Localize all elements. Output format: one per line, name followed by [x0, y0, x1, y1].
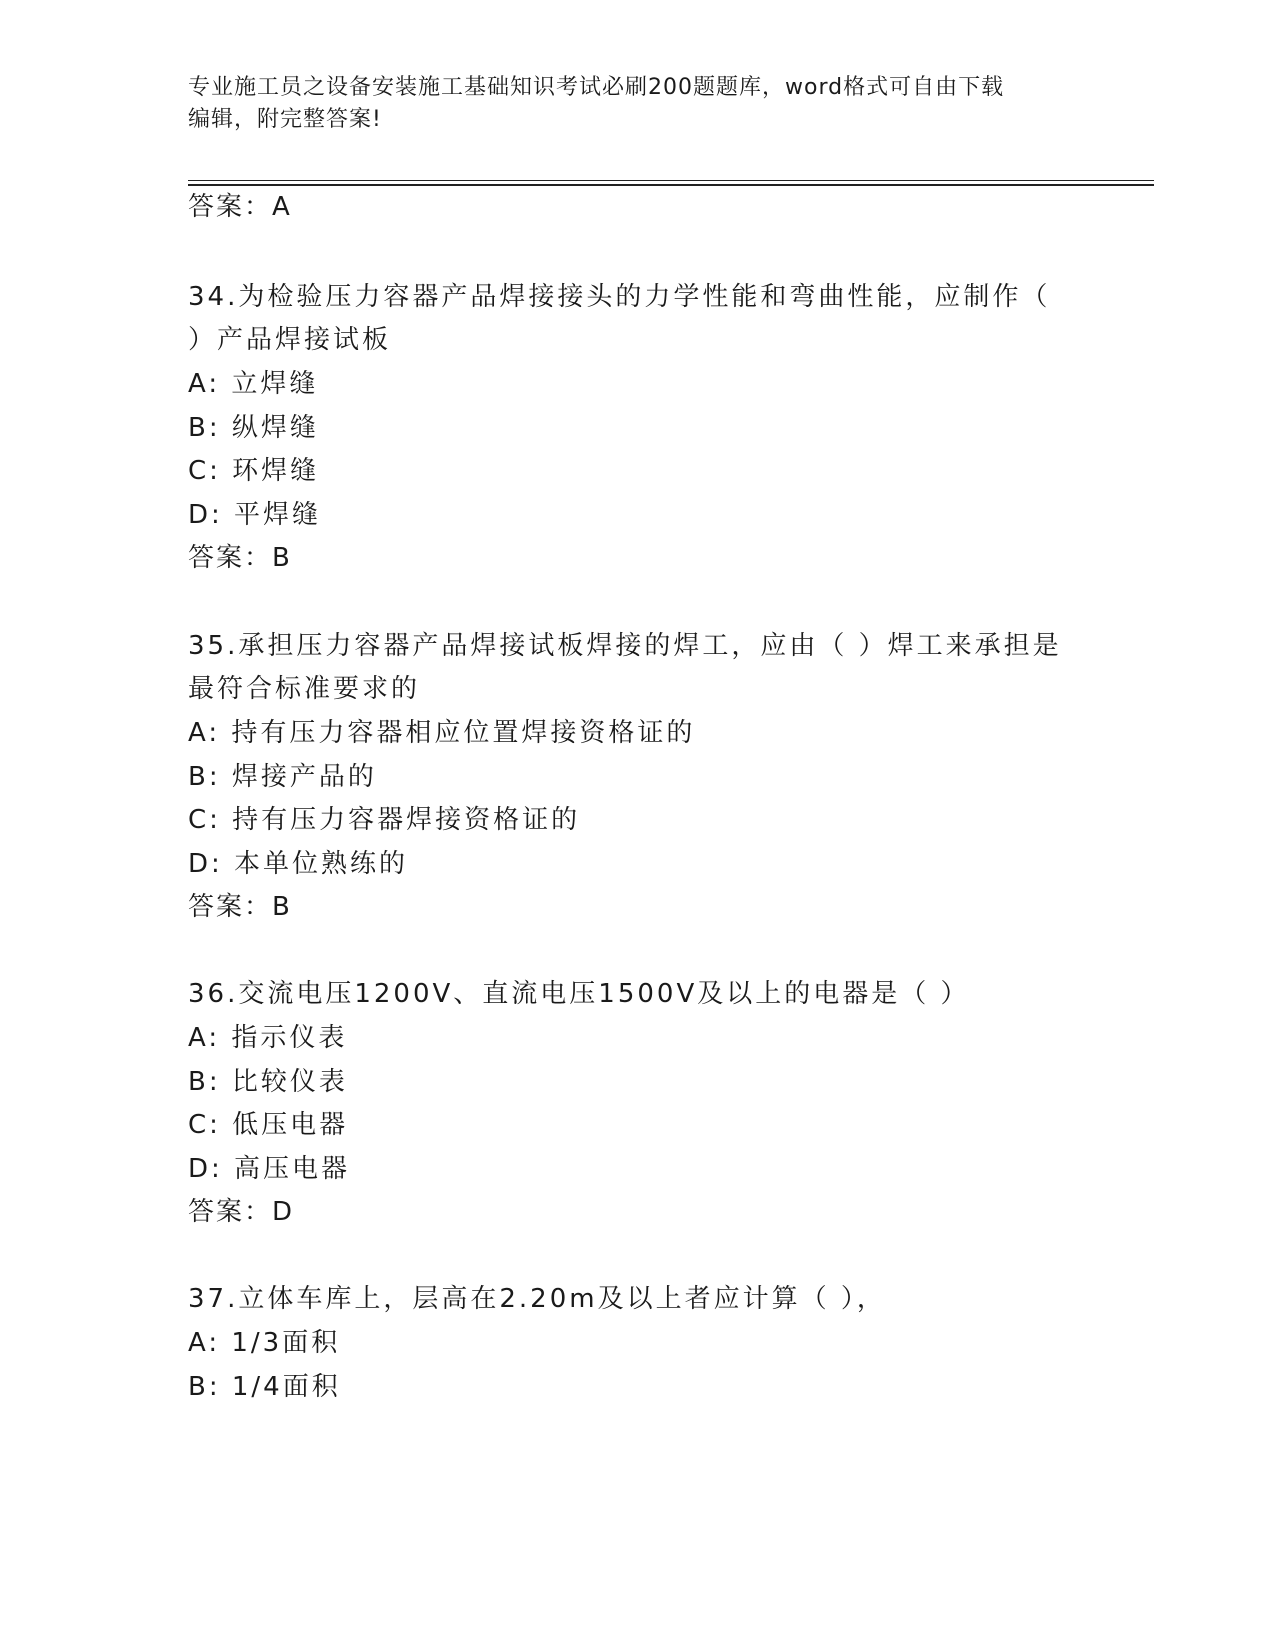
question-36-option-a: A: 指示仪表: [188, 1023, 348, 1053]
question-35-text-line-1: 35.承担压力容器产品焊接试板焊接的焊工，应由（ ）焊工来承担是: [188, 631, 1062, 661]
header-divider-thick: [188, 184, 1154, 186]
question-35-option-a: A: 持有压力容器相应位置焊接资格证的: [188, 718, 696, 748]
question-34-text-line-1: 34.为检验压力容器产品焊接接头的力学性能和弯曲性能，应制作（: [188, 282, 1051, 312]
question-34-option-b: B: 纵焊缝: [188, 413, 319, 443]
header-divider-thin: [188, 180, 1154, 181]
question-34-text-line-2: ）产品焊接试板: [188, 325, 392, 355]
question-35-option-d: D: 本单位熟练的: [188, 849, 409, 879]
question-35-answer: 答案：B: [188, 892, 292, 922]
document-header: [188, 72, 1088, 136]
header-title-line-2: 编辑，附完整答案!: [188, 107, 382, 132]
question-36-option-d: D: 高压电器: [188, 1154, 351, 1184]
question-34-option-c: C: 环焊缝: [188, 456, 320, 486]
question-36-answer: 答案：D: [188, 1197, 295, 1227]
question-34-answer: 答案：B: [188, 543, 292, 573]
answer-prev: 答案：A: [188, 192, 292, 222]
question-35-text-line-2: 最符合标准要求的: [188, 674, 421, 704]
question-37-option-a: A: 1/3面积: [188, 1328, 341, 1358]
question-36-text-line-1: 36.交流电压1200V、直流电压1500V及以上的电器是（ ）: [188, 979, 970, 1009]
question-34-option-a: A: 立焊缝: [188, 369, 319, 399]
question-36-option-b: B: 比较仪表: [188, 1067, 348, 1097]
question-37-option-b: B: 1/4面积: [188, 1372, 341, 1402]
question-36-option-c: C: 低压电器: [188, 1110, 349, 1140]
question-37-text-line-1: 37.立体车库上，层高在2.20m及以上者应计算（ ），: [188, 1284, 886, 1314]
question-35-option-b: B: 焊接产品的: [188, 762, 377, 792]
question-34-option-d: D: 平焊缝: [188, 500, 322, 530]
header-title-line-1: 专业施工员之设备安装施工基础知识考试必刷200题题库，word格式可自由下载: [188, 75, 1005, 100]
question-35-option-c: C: 持有压力容器焊接资格证的: [188, 805, 581, 835]
